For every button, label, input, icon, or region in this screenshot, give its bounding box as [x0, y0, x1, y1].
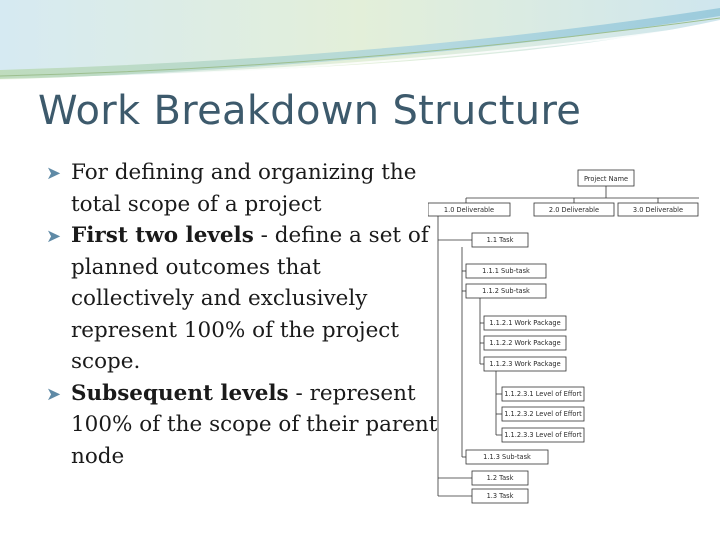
wbs-node-task-label: 1.2 Task	[486, 474, 514, 482]
wbs-node-level-of-effort-label: 1.1.2.3.1 Level of Effort	[504, 390, 582, 398]
wbs-node-subtask-label: 1.1.3 Sub-task	[483, 453, 531, 461]
bullet-arrow-icon: ➤	[46, 383, 62, 405]
bullet-text: For defining and organizing the total scope of a project	[71, 160, 417, 217]
bullet-bold-text: First two levels	[71, 223, 254, 248]
wbs-node-subtask-label: 1.1.1 Sub-task	[482, 267, 530, 275]
wbs-node-level-of-effort-label: 1.1.2.3.2 Level of Effort	[504, 410, 582, 418]
wbs-node-level-of-effort-label: 1.1.2.3.3 Level of Effort	[504, 431, 582, 439]
wbs-node-root-label: Project Name	[583, 175, 629, 183]
slide-title: Work Breakdown Structure	[38, 88, 582, 134]
bullet-text: - represent 100% of the scope of their parent node	[71, 380, 438, 469]
bullet-arrow-icon: ➤	[46, 163, 62, 184]
wbs-connectors	[438, 186, 699, 496]
wbs-diagram	[428, 164, 700, 504]
bullet-arrow-icon: ➤	[46, 226, 62, 247]
wbs-node-work-package-label: 1.1.2.2 Work Package	[489, 339, 561, 347]
header-swoosh-decoration	[0, 0, 720, 100]
bullet-bold-text: Subsequent levels	[71, 380, 289, 406]
wbs-node-deliverable-label: 3.0 Deliverable	[632, 206, 684, 214]
bullet-item	[44, 378, 439, 473]
wbs-node-subtask-label: 1.1.2 Sub-task	[482, 287, 530, 295]
wbs-node-task-label: 1.3 Task	[486, 492, 514, 500]
bullet-list	[44, 157, 439, 472]
bullet-item	[44, 157, 439, 220]
bullet-item	[44, 220, 439, 378]
bullet-text: - define a set of planned outcomes that collectively and exclusively represent 100% of the project scope.	[71, 223, 429, 374]
wbs-node-work-package-label: 1.1.2.3 Work Package	[489, 360, 561, 368]
wbs-node-task-label: 1.1 Task	[486, 236, 514, 244]
wbs-node-work-package-label: 1.1.2.1 Work Package	[489, 319, 561, 327]
wbs-node-deliverable-label: 2.0 Deliverable	[548, 206, 600, 214]
wbs-node-deliverable-label: 1.0 Deliverable	[443, 206, 495, 214]
